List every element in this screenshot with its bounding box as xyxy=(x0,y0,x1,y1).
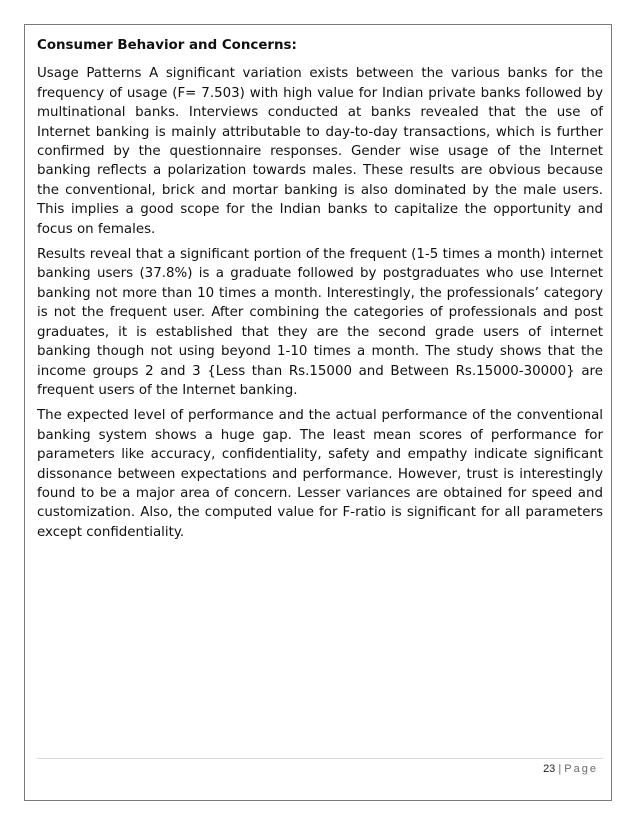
footer-separator: | xyxy=(558,763,562,775)
document-body xyxy=(37,36,603,548)
page-label: Page xyxy=(564,763,598,775)
page-number: 23 xyxy=(543,763,556,775)
section-heading: Consumer Behavior and Concerns: xyxy=(37,38,297,53)
paragraph-results: Results reveal that a significant portion of the frequent (1-5 times a month) internet banking users (37.8%) is a graduate followed by postgraduates who use Internet banking not more than 10 times a month. Interestingly, the professionals’ category is not the frequent user. After combining the categories of professionals and post graduates, it is established that they are the second grade users of internet banking though not using beyond 1-10 times a month. The study shows that the income groups 2 and 3 {Less than Rs.15000 and Between Rs.15000-30000} are frequent users of the Internet banking. xyxy=(37,247,603,398)
paragraph-usage-patterns: Usage Patterns A significant variation exists between the various banks for the frequency of usage (F= 7.503) with high value for Indian private banks followed by multinational banks. Interviews conducted at banks revealed that the use of Internet banking is mainly attributable to day-to-day transactions, which is further confirmed by the questionnaire responses. Gender wise usage of the Internet banking reflects a polarization towards males. These results are obvious because the conventional, brick and mortar banking is also dominated by the male users. This implies a good scope for the Indian banks to capitalize the opportunity and focus on females. xyxy=(37,66,603,237)
page-footer xyxy=(543,763,598,775)
footer-divider xyxy=(37,758,603,759)
paragraph-performance: The expected level of performance and the actual performance of the conventional banking system shows a huge gap. The least mean scores of performance for parameters like accuracy, confidentiality, safety and empathy indicate significant dissonance between expectations and performance. However, trust is interestingly found to be a major area of concern. Lesser variances are obtained for speed and customization. Also, the computed value for F-ratio is significant for all parameters except confidentiality. xyxy=(37,408,603,540)
